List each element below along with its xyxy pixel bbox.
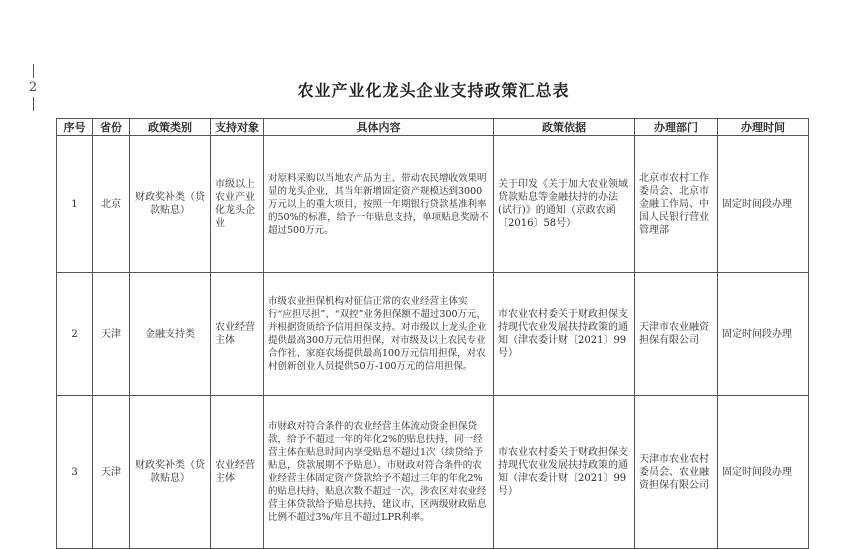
cell-no: 1 xyxy=(57,136,93,273)
cell-department: 北京市农村工作委员会、北京市金融工作局、中国人民银行营业管理部 xyxy=(635,136,718,273)
document-title: 农业产业化龙头企业支持政策汇总表 xyxy=(297,81,570,100)
header-category: 政策类别 xyxy=(130,119,211,136)
header-basis: 政策依据 xyxy=(494,119,635,136)
cell-content: 对原料采购以当地农产品为主、带动农民增收效果明显的龙头企业，其当年新增固定资产规模达到3000万元以上的重大项目，按照一年期银行贷款基准利率的50%的标准，给予一年贴息支持，单项贴息奖励不超过500万元。 xyxy=(264,136,494,273)
page-number-dash-top xyxy=(33,64,34,78)
cell-province: 天津 xyxy=(93,273,130,396)
cell-category: 财政奖补类（贷款贴息） xyxy=(130,396,211,549)
cell-province: 北京 xyxy=(93,136,130,273)
page-number-text: 2 xyxy=(28,80,38,95)
header-target: 支持对象 xyxy=(211,119,264,136)
cell-basis: 市农业农村委关于财政担保支持现代农业发展扶持政策的通知（津农委计财〔2021〕99号） xyxy=(494,273,635,396)
header-department: 办理部门 xyxy=(635,119,718,136)
table-row xyxy=(57,273,809,396)
cell-no: 3 xyxy=(57,396,93,549)
cell-category: 财政奖补类（贷款贴息） xyxy=(130,136,211,273)
cell-content: 市财政对符合条件的农业经营主体流动资金担保贷款，给予不超过一年的年化2%的贴息扶持，同一经营主体在贴息时间内享受贴息不超过1次（续贷给予贴息，贷款展期不予贴息）。市财政对符合条件的农业经营主体固定资产贷款给予不超过三年的年化2%的贴息扶持，贴息次数不超过一次，涉农区对农业经营主体贷款给予贴息扶持，建议市、区两级财政贴息比例不超过3%/年且不超过LPR利率。 xyxy=(264,396,494,549)
table-row xyxy=(57,396,809,549)
cell-target: 市级以上农业产业化龙头企业 xyxy=(211,136,264,273)
header-province: 省份 xyxy=(93,119,130,136)
cell-target: 农业经营主体 xyxy=(211,273,264,396)
cell-time: 固定时间段办理 xyxy=(718,273,809,396)
header-content: 具体内容 xyxy=(264,119,494,136)
cell-basis: 市农业农村委关于财政担保支持现代农业发展扶持政策的通知（津农委计财〔2021〕99号） xyxy=(494,396,635,549)
cell-content: 市级农业担保机构对征信正常的农业经营主体实行“应担尽担”、“双控”业务担保额不超过300万元，并根据资质给予信用担保支持。对市级以上龙头企业提供最高300万元信用担保，对市级及以上农民专业合作社、家庭农场提供最高100万元信用担保，对农村创新创业人员提供50万-100万元的信用担保。 xyxy=(264,273,494,396)
cell-target: 农业经营主体 xyxy=(211,396,264,549)
cell-time: 固定时间段办理 xyxy=(718,396,809,549)
cell-department: 天津市农业融资担保有限公司 xyxy=(635,273,718,396)
cell-no: 2 xyxy=(57,273,93,396)
header-time: 办理时间 xyxy=(718,119,809,136)
cell-category: 金融支持类 xyxy=(130,273,211,396)
cell-province: 天津 xyxy=(93,396,130,549)
cell-basis: 关于印发《关于加大农业领域贷款贴息等金融扶持的办法(试行)》的通知（京政农函〔2016〕58号） xyxy=(494,136,635,273)
table-row xyxy=(57,136,809,273)
cell-time: 固定时间段办理 xyxy=(718,136,809,273)
table-header-row xyxy=(57,119,809,136)
header-no: 序号 xyxy=(57,119,93,136)
policy-table xyxy=(56,118,809,549)
cell-department: 天津市农业农村委员会、农业融资担保有限公司 xyxy=(635,396,718,549)
